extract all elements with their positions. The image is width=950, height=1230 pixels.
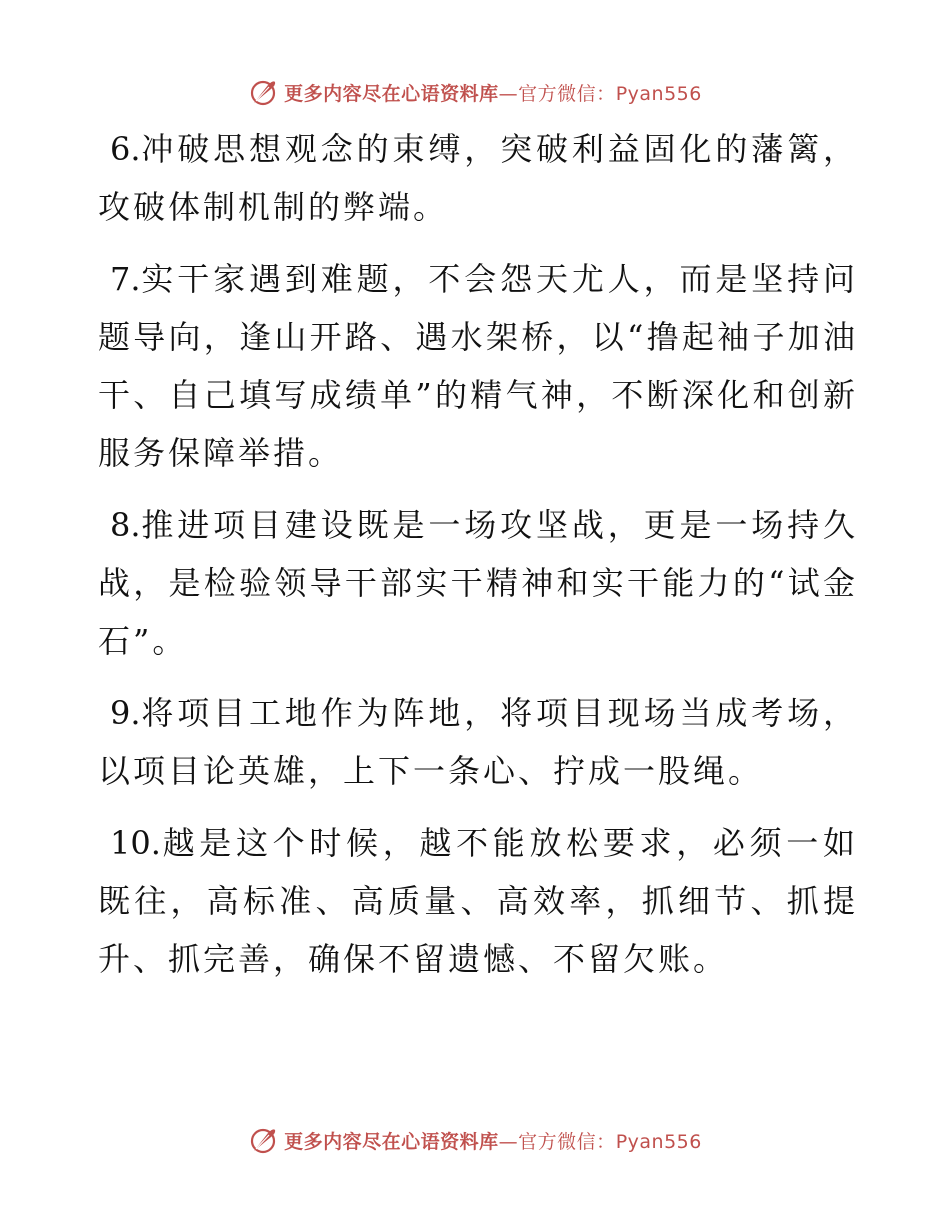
paragraph-text: 冲破思想观念的束缚，突破利益固化的藩篱，攻破体制机制的弊端。: [98, 130, 858, 226]
footer-banner-wechat-label: 官方微信：: [518, 1130, 616, 1153]
paragraph-6: [98, 120, 858, 236]
header-banner-wechat-id: Pyan556: [615, 82, 702, 105]
feather-pen-logo-icon: [248, 77, 278, 107]
paragraph-9: [98, 684, 858, 800]
header-banner-wechat-label: 官方微信：: [518, 82, 616, 105]
paragraph-text: 将项目工地作为阵地，将项目现场当成考场，以项目论英雄，上下一条心、拧成一股绳。: [98, 694, 858, 790]
paragraph-10: [98, 814, 858, 988]
header-banner-text: [284, 79, 702, 106]
paragraph-number: 9.: [110, 694, 141, 732]
footer-banner-wechat-id: Pyan556: [615, 1130, 702, 1153]
paragraph-number: 10.: [110, 824, 161, 862]
paragraph-number: 7.: [110, 260, 141, 298]
paragraph-text: 越是这个时候，越不能放松要求，必须一如既往，高标准、高质量、高效率，抓细节、抓提升、抓完善，确保不留遗憾、不留欠账。: [98, 824, 858, 978]
header-banner-dash: —: [498, 82, 519, 105]
paragraph-number: 6.: [110, 130, 141, 168]
paragraph-8: [98, 496, 858, 670]
paragraph-7: [98, 250, 858, 482]
footer-banner-text: [284, 1127, 702, 1154]
footer-banner-dash: —: [498, 1130, 519, 1153]
header-watermark-banner: [0, 72, 950, 112]
feather-pen-logo-icon: [248, 1125, 278, 1155]
header-banner-main: 更多内容尽在心语资料库: [284, 82, 499, 105]
footer-banner-main: 更多内容尽在心语资料库: [284, 1130, 499, 1153]
paragraph-number: 8.: [110, 506, 141, 544]
document-body: [98, 120, 858, 1002]
footer-watermark-banner: [0, 1120, 950, 1160]
paragraph-text: 实干家遇到难题，不会怨天尤人，而是坚持问题导向，逢山开路、遇水架桥，以“撸起袖子加油干、自己填写成绩单”的精气神，不断深化和创新服务保障举措。: [98, 260, 858, 472]
paragraph-text: 推进项目建设既是一场攻坚战，更是一场持久战，是检验领导干部实干精神和实干能力的“试金石”。: [98, 506, 858, 660]
